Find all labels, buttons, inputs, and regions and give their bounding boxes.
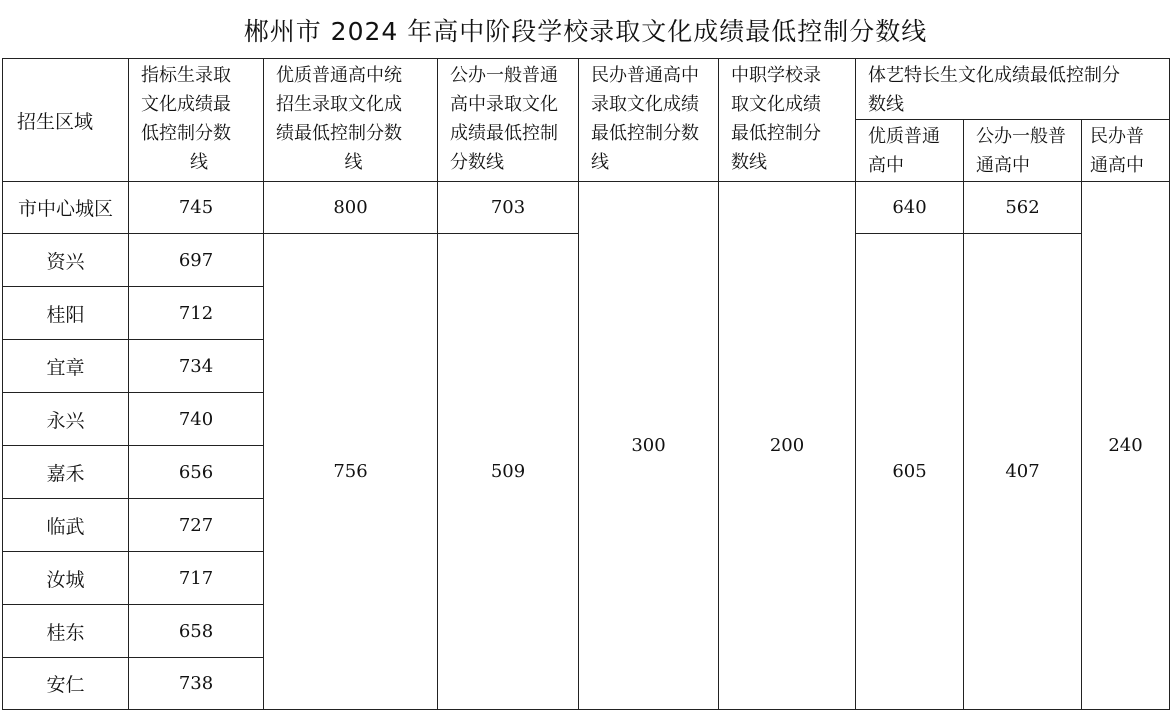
page-title: 郴州市 2024 年高中阶段学校录取文化成绩最低控制分数线 [243, 17, 928, 46]
header-quota: 指标生录取 文化成绩最 低控制分数 线 [129, 59, 264, 182]
arts-quality-score-city: 640 [856, 182, 964, 234]
header-arts-quality: 优质普通 高中 [856, 120, 964, 182]
header-public: 公办一般普通 高中录取文化 成绩最低控制 分数线 [438, 59, 579, 182]
quality-score-counties: 756 [264, 234, 438, 710]
header-region: 招生区域 [3, 59, 129, 182]
quota-score: 656 [129, 446, 264, 499]
quota-score: 738 [129, 658, 264, 710]
quota-score: 658 [129, 605, 264, 658]
region-cell: 宜章 [3, 340, 129, 393]
private-score: 300 [579, 182, 719, 710]
quota-score: 740 [129, 393, 264, 446]
vocational-score: 200 [719, 182, 856, 710]
region-cell: 汝城 [3, 552, 129, 605]
region-cell: 嘉禾 [3, 446, 129, 499]
region-cell: 永兴 [3, 393, 129, 446]
header-arts: 体艺特长生文化成绩最低控制分 数线 [856, 59, 1170, 120]
quota-score: 717 [129, 552, 264, 605]
quota-score: 712 [129, 287, 264, 340]
public-score-counties: 509 [438, 234, 579, 710]
quota-score: 697 [129, 234, 264, 287]
score-table [2, 58, 1170, 710]
quota-score: 734 [129, 340, 264, 393]
public-score-city: 703 [438, 182, 579, 234]
region-cell: 临武 [3, 499, 129, 552]
region-cell: 安仁 [3, 658, 129, 710]
header-private: 民办普通高中 录取文化成绩 最低控制分数 线 [579, 59, 719, 182]
region-cell: 桂东 [3, 605, 129, 658]
region-cell: 资兴 [3, 234, 129, 287]
header-vocational: 中职学校录 取文化成绩 最低控制分 数线 [719, 59, 856, 182]
arts-public-score-city: 562 [964, 182, 1082, 234]
quality-score-city: 800 [264, 182, 438, 234]
header-arts-private: 民办普 通高中 [1082, 120, 1170, 182]
region-cell: 市中心城区 [3, 182, 129, 234]
arts-private-score: 240 [1082, 182, 1170, 710]
region-cell: 桂阳 [3, 287, 129, 340]
header-arts-public: 公办一般普 通高中 [964, 120, 1082, 182]
quota-score: 745 [129, 182, 264, 234]
arts-quality-score-counties: 605 [856, 234, 964, 710]
arts-public-score-counties: 407 [964, 234, 1082, 710]
quota-score: 727 [129, 499, 264, 552]
header-quality: 优质普通高中统 招生录取文化成 绩最低控制分数 线 [264, 59, 438, 182]
